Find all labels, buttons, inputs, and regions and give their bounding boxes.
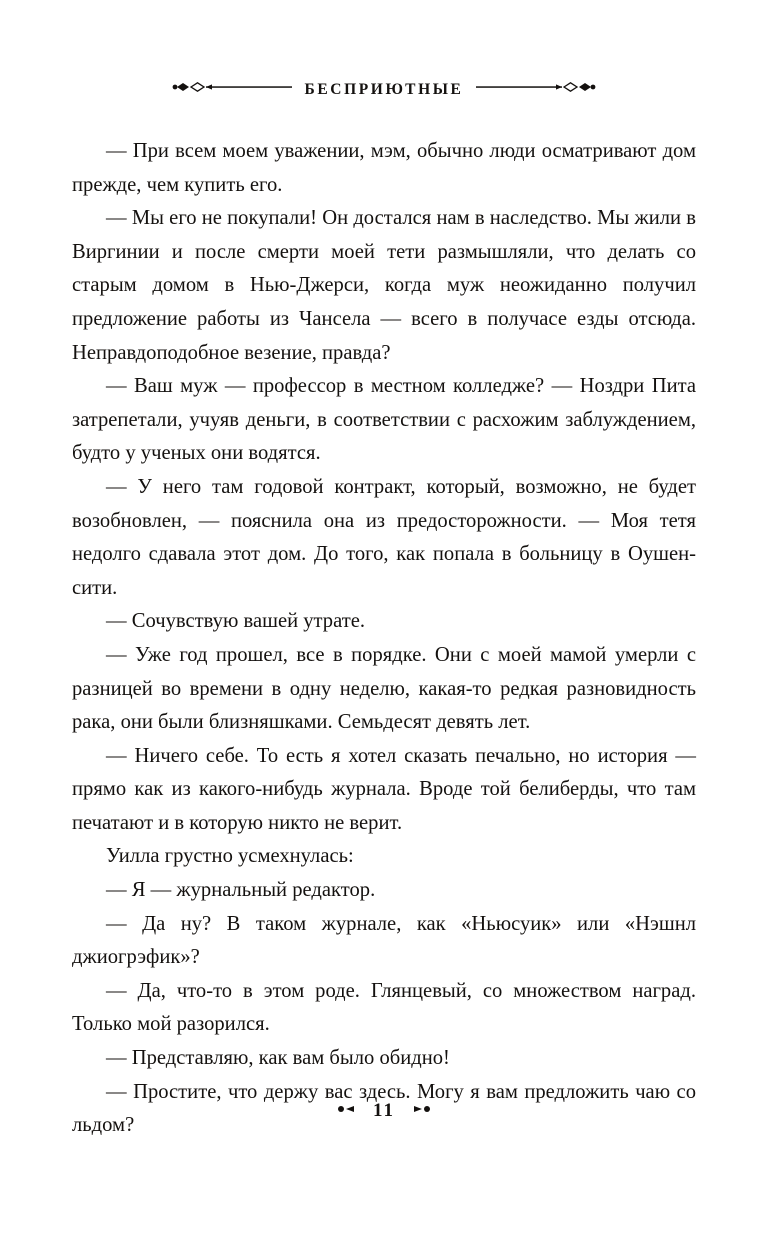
page-folio bbox=[0, 1100, 768, 1122]
paragraph: — Ваш муж — профессор в местном колледже? — Ноздри Пита затрепетали, учуяв деньги, в соответствии с расхожим заблуждением, будто у ученых они водятся. bbox=[72, 375, 696, 465]
page-body-text bbox=[72, 135, 696, 1143]
running-head-title: БЕСПРИЮТНЫЕ bbox=[304, 80, 464, 98]
diamond-flourish-left-ornament-icon bbox=[172, 78, 292, 101]
paragraph: — Да, что-то в этом роде. Глянцевый, со множеством наград. Только мой разорился. bbox=[72, 979, 696, 1036]
paragraph: — При всем моем уважении, мэм, обычно люди осматривают дом прежде, чем купить его. bbox=[72, 140, 696, 196]
paragraph: — Уже год прошел, все в порядке. Они с моей мамой умерли с разницей во времени в одну неделю, какая-то редкая разновидность рака, они были близняшками. Семьдесят девять лет. bbox=[72, 643, 696, 734]
paragraph: — У него там годовой контракт, который, возможно, не будет возобновлен, — пояснила она из предосторожности. — Моя тетя недолго сдавала этот дом. До того, как попала в больницу в Оушен-сити. bbox=[72, 475, 696, 599]
paragraph: — Сочувствую вашей утрате. bbox=[106, 610, 365, 633]
running-head bbox=[0, 78, 768, 101]
paragraph: — Да ну? В таком журнале, как «Ньюсуик» или «Нэшнл джиогрэфик»? bbox=[72, 912, 696, 969]
paragraph: Уилла грустно усмехнулась: bbox=[106, 845, 354, 868]
paragraph: — Мы его не покупали! Он достался нам в наследство. Мы жили в Виргинии и после смерти моей тети размышляли, что делать со старым домом в Нью-Джерси, когда муж неожиданно получил предложение работы из Чансела — всего в получасе езды отсюда. Неправдоподобное везение, правда? bbox=[72, 207, 696, 364]
paragraph: — Простите, что держу вас здесь. Могу я вам предложить чаю со льдом? bbox=[72, 1080, 696, 1137]
paragraph: — Ничего себе. То есть я хотел сказать печально, но история — прямо как из какого-нибудь журнала. Вроде той белиберды, что там печатают и в которую никто не верит. bbox=[72, 744, 696, 834]
diamond-flourish-right-ornament-icon bbox=[476, 78, 596, 101]
page-number: 11 bbox=[373, 1100, 395, 1121]
running-head-inner bbox=[172, 78, 597, 101]
paragraph: — Я — журнальный редактор. bbox=[106, 879, 376, 902]
paragraph: — Представляю, как вам было обидно! bbox=[106, 1047, 450, 1070]
small-dot-leaf-ornament-right-icon bbox=[405, 1102, 431, 1120]
small-dot-leaf-ornament-left-icon bbox=[337, 1102, 363, 1120]
